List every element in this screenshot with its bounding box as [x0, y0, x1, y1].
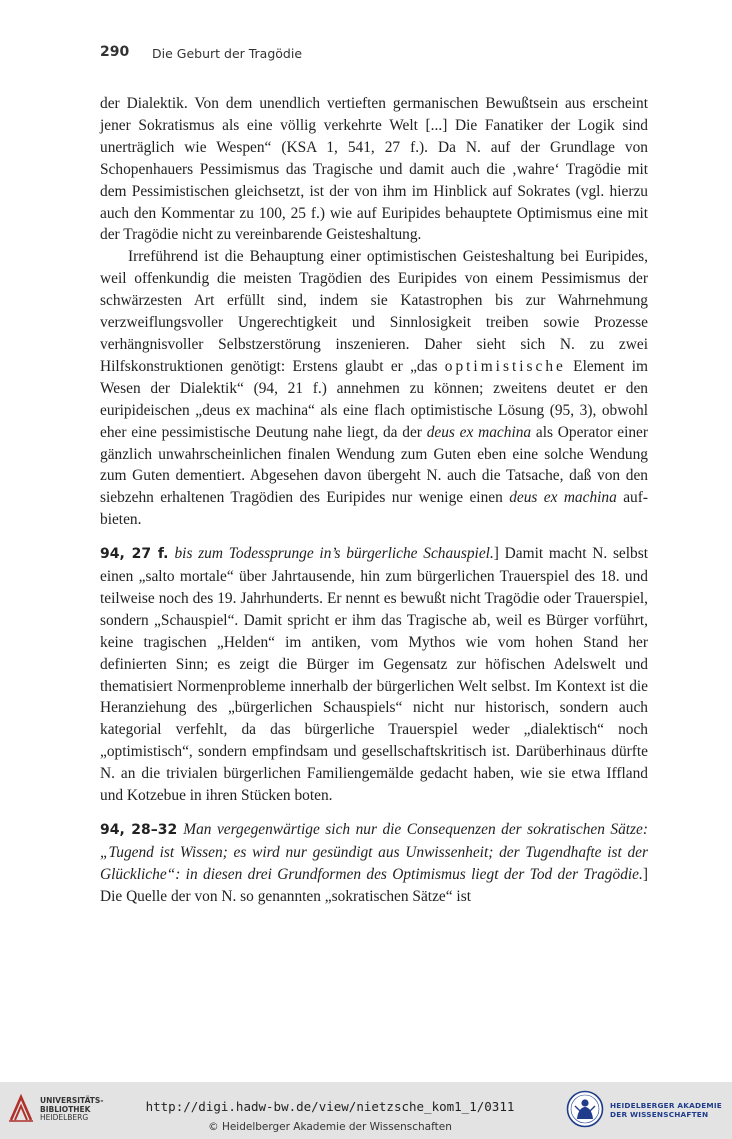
line-reference: 94, 27 f.: [100, 546, 169, 563]
academy-name: [610, 1101, 722, 1119]
paragraph-2-text-c: Element im Wesen der Dialektik“ (94, 21 f.) annehmen zu können; zweitens deutet er den euripideischen „deus ex machina“ als eine flach optimistische Lösung (95, 3), obwohl eher eine pessimistische Deutung nahe liegt, da der: [100, 357, 649, 441]
paragraph-2-text-e: als Operator einer gänzlich unwahrscheinlichen finalen Wendung zum Guten eben eine solche Wendung zum Guten dementiert. Abgesehen davon übergeht N. auch die Tatsache, daß von den siebzehn erhaltenen Tragödien des Euripides nur wenige einen: [100, 423, 649, 507]
ub-line-1: UNIVERSITÄTS-: [40, 1096, 104, 1105]
commentary-entry-94-27: [100, 543, 648, 807]
copyright-notice: © Heidelberger Akademie der Wissenschaften: [208, 1121, 452, 1133]
academy-line-2: DER WISSENSCHAFTEN: [610, 1110, 709, 1119]
paragraph-2-text-a: Irreführend ist die Behauptung einer optimistischen Geisteshaltung bei Euripides, weil offenkundig die meisten Tragödien des Euripides von einem Pessimismus der schwärzesten Art erfüllt sind, indem sie Katastrophen bis zur Wahrnehmung verzweiflungsvoller Ungerechtigkeit und Sinnlosigkeit treiben sowie Prozesse verhängnisvoller Selbstzerstörung inszenieren. Daher sieht sich N. zu zwei Hilfskonstruktionen genötigt: Erstens glaubt er „das: [100, 248, 648, 375]
page-header: [100, 44, 660, 64]
page-number: 290: [100, 44, 130, 60]
academy-seal-icon: [566, 1090, 604, 1128]
footer-bar: [0, 1082, 732, 1139]
lemma: Man vergegenwärtige sich nur die Consequenzen der sokratischen Sätze: „Tugend ist Wissen; es wird nur gesündigt aus Unwissenheit; der Tugendhafte ist der Glückliche“: in diesen drei Grundformen des Optimismus liegt der Tod der Tragödie.: [100, 821, 649, 883]
lemma: bis zum Todessprunge in’s bürgerliche Schauspiel.: [174, 545, 494, 563]
page-body: [100, 93, 648, 908]
ub-line-2: BIBLIOTHEK: [40, 1104, 91, 1114]
source-url-link[interactable]: http://digi.hadw-bw.de/view/nietzsche_kom1_1/0311: [145, 1099, 515, 1114]
commentary-entry-94-28: [100, 819, 648, 908]
spaced-emphasis: optimistische: [444, 357, 566, 375]
paragraph-2: [100, 246, 648, 531]
commentary-text: ] Damit macht N. selbst einen „salto mortale“ über Jahrtausende, hin zum bürgerlichen Trauerspiel des 18. und teilweise noch des 19. Jahrhunderts. Er nennt es bewußt nicht Tragödie oder Trauerspiel, sondern „Schauspiel“. Damit spricht er ihm das Tragische ab, weil es Bürger vorführt, keine tragischen „Helden“ im antiken, vom Mythos wie vom hohen Stand her definierten Sinn; es zeigt die Bürger im Gegensatz zur höfischen Adelswelt und thematisiert Normenprobleme innerhalb der bürgerlichen Welt selbst. Im Kontext ist die Heranziehung des „bürgerlichen Schauspiels“ nicht nur historisch, sondern auch kategorial verfehlt, da das bürgerliche Trauerspiel weder „dialektisch“ noch „optimistisch“, sondern empfindsam und gesellschaftskritisch ist. Darüberhinaus dürfte N. an die trivialen bürgerlichen Familiengemälde gedacht haben, wie sie etwa Iffland und Kotzebue in ihren Stücken boten.: [100, 545, 649, 805]
running-title: Die Geburt der Tragödie: [152, 46, 303, 61]
paragraph-1: der Dialektik. Von dem unendlich vertieften germanischen Bewußtsein aus erscheint jener Sokratismus als eine völlig verkehrte Welt [...] Die Fanatiker der Logik sind unerträglich wie Wespen“ (KSA 1, 541, 27 f.). Da N. auf der Grundlage von Schopenhauers Pessimismus das Tragische und damit auch die ‚wahre‘ Tragödie mit dem Pessimistischen gleichsetzt, ist der von ihm im Hinblick auf Sokrates (vgl. hierzu auch den Kommentar zu 100, 25 f.) wie auf Euripides behauptete Optimismus eine mit der Tragödie nicht zu vereinbarende Geisteshaltung.: [100, 95, 648, 244]
ub-line-3: HEIDELBERG: [40, 1113, 89, 1122]
commentary-text: ] Die Quelle der von N. so genannten „sokratischen Sätze“ ist: [100, 865, 648, 905]
paragraph-2-text-g: aufbieten.: [100, 489, 648, 529]
italic-term: deus ex machina: [426, 423, 532, 441]
italic-term: deus ex machina: [509, 489, 617, 507]
line-reference: 94, 28–32: [100, 822, 178, 838]
academy-line-1: HEIDELBERGER AKADEMIE: [610, 1101, 722, 1110]
